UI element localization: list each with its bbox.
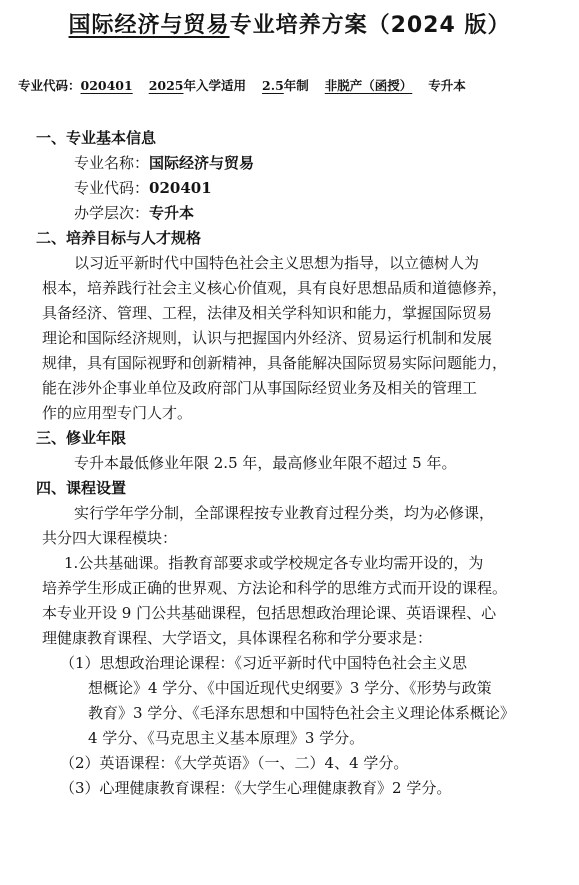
- study-duration-text: 专升本最低修业年限 2.5 年，最高修业年限不超过 5 年。: [74, 454, 457, 472]
- meta-length-value: 2.5: [262, 78, 284, 93]
- curriculum-intro-line: 共分四大课程模块：: [42, 529, 178, 547]
- program-meta-line: [18, 76, 573, 94]
- public-course-line: 培养学生形成正确的世界观、方法论和科学的思维方式而开设的课程。: [42, 579, 508, 597]
- meta-code-value: 020401: [80, 78, 133, 93]
- document-title: [0, 8, 579, 39]
- politics-course-line: 4 学分、《马克思主义基本原理》3 学分。: [88, 729, 365, 747]
- meta-year-suffix: 年入学适用: [183, 78, 247, 93]
- major-code-label: 专业代码：: [74, 179, 150, 197]
- level-value: 专升本: [149, 204, 195, 222]
- goals-line: 根本，培养践行社会主义核心价值观，具有良好思想品质和道德修养，: [42, 279, 508, 297]
- document-body: [0, 126, 579, 801]
- major-name-value: 国际经济与贸易: [149, 154, 255, 172]
- level-label: 办学层次：: [74, 204, 150, 222]
- title-underlined-part: 国际经济与贸易: [68, 13, 230, 38]
- meta-length-suffix: 年制: [283, 78, 309, 93]
- goals-line: 理论和国际经济规则，认识与把握国内外经济、贸易运行机制和发展: [42, 329, 493, 347]
- major-code-row: [0, 176, 579, 201]
- meta-year-value: 2025: [148, 78, 184, 93]
- major-name-label: 专业名称：: [74, 154, 150, 172]
- mental-health-course-line: （3）心理健康教育课程：《大学生心理健康教育》2 学分。: [60, 779, 452, 797]
- section-3-heading: 三、修业年限: [36, 429, 127, 447]
- goals-line: 作的应用型专门人才。: [42, 404, 193, 422]
- section-4-heading: 四、课程设置: [36, 479, 127, 497]
- politics-course-line: （1）思想政治理论课程：《习近平新时代中国特色社会主义思: [60, 654, 468, 672]
- major-code-value: 020401: [149, 179, 212, 197]
- goals-line: 规律，具有国际视野和创新精神，具备能解决国际贸易实际问题能力，: [42, 354, 508, 372]
- section-2-heading: 二、培养目标与人才规格: [36, 229, 202, 247]
- public-course-line: 理健康教育课程、大学语文，具体课程名称和学分要求是：: [42, 629, 433, 647]
- public-course-line: 1.公共基础课。指教育部要求或学校规定各专业均需开设的，为: [64, 554, 484, 572]
- level-row: [0, 201, 579, 226]
- goals-line: 以习近平新时代中国特色社会主义思想为指导，以立德树人为: [74, 254, 480, 272]
- title-rest: 专业培养方案（2024 版）: [229, 13, 511, 38]
- meta-mode-value: 非脱产（函授）: [324, 78, 413, 93]
- meta-level: 专升本: [428, 78, 466, 93]
- goals-line: 能在涉外企事业单位及政府部门从事国际经贸业务及相关的管理工: [42, 379, 478, 397]
- meta-code-label: 专业代码：: [18, 78, 81, 93]
- politics-course-line: 想概论》4 学分、《中国近现代史纲要》3 学分、《形势与政策: [88, 679, 492, 697]
- major-name-row: [0, 151, 579, 176]
- english-course-line: （2）英语课程：《大学英语》（一、二）4、4 学分。: [60, 754, 409, 772]
- goals-line: 具备经济、管理、工程，法律及相关学科知识和能力，掌握国际贸易: [42, 304, 493, 322]
- section-1-heading: 一、专业基本信息: [36, 129, 157, 147]
- public-course-line: 本专业开设 9 门公共基础课程，包括思想政治理论课、英语课程、心: [42, 604, 497, 622]
- politics-course-line: 教育》3 学分、《毛泽东思想和中国特色社会主义理论体系概论》: [88, 704, 515, 722]
- curriculum-intro-line: 实行学年学分制，全部课程按专业教育过程分类，均为必修课，: [74, 504, 495, 522]
